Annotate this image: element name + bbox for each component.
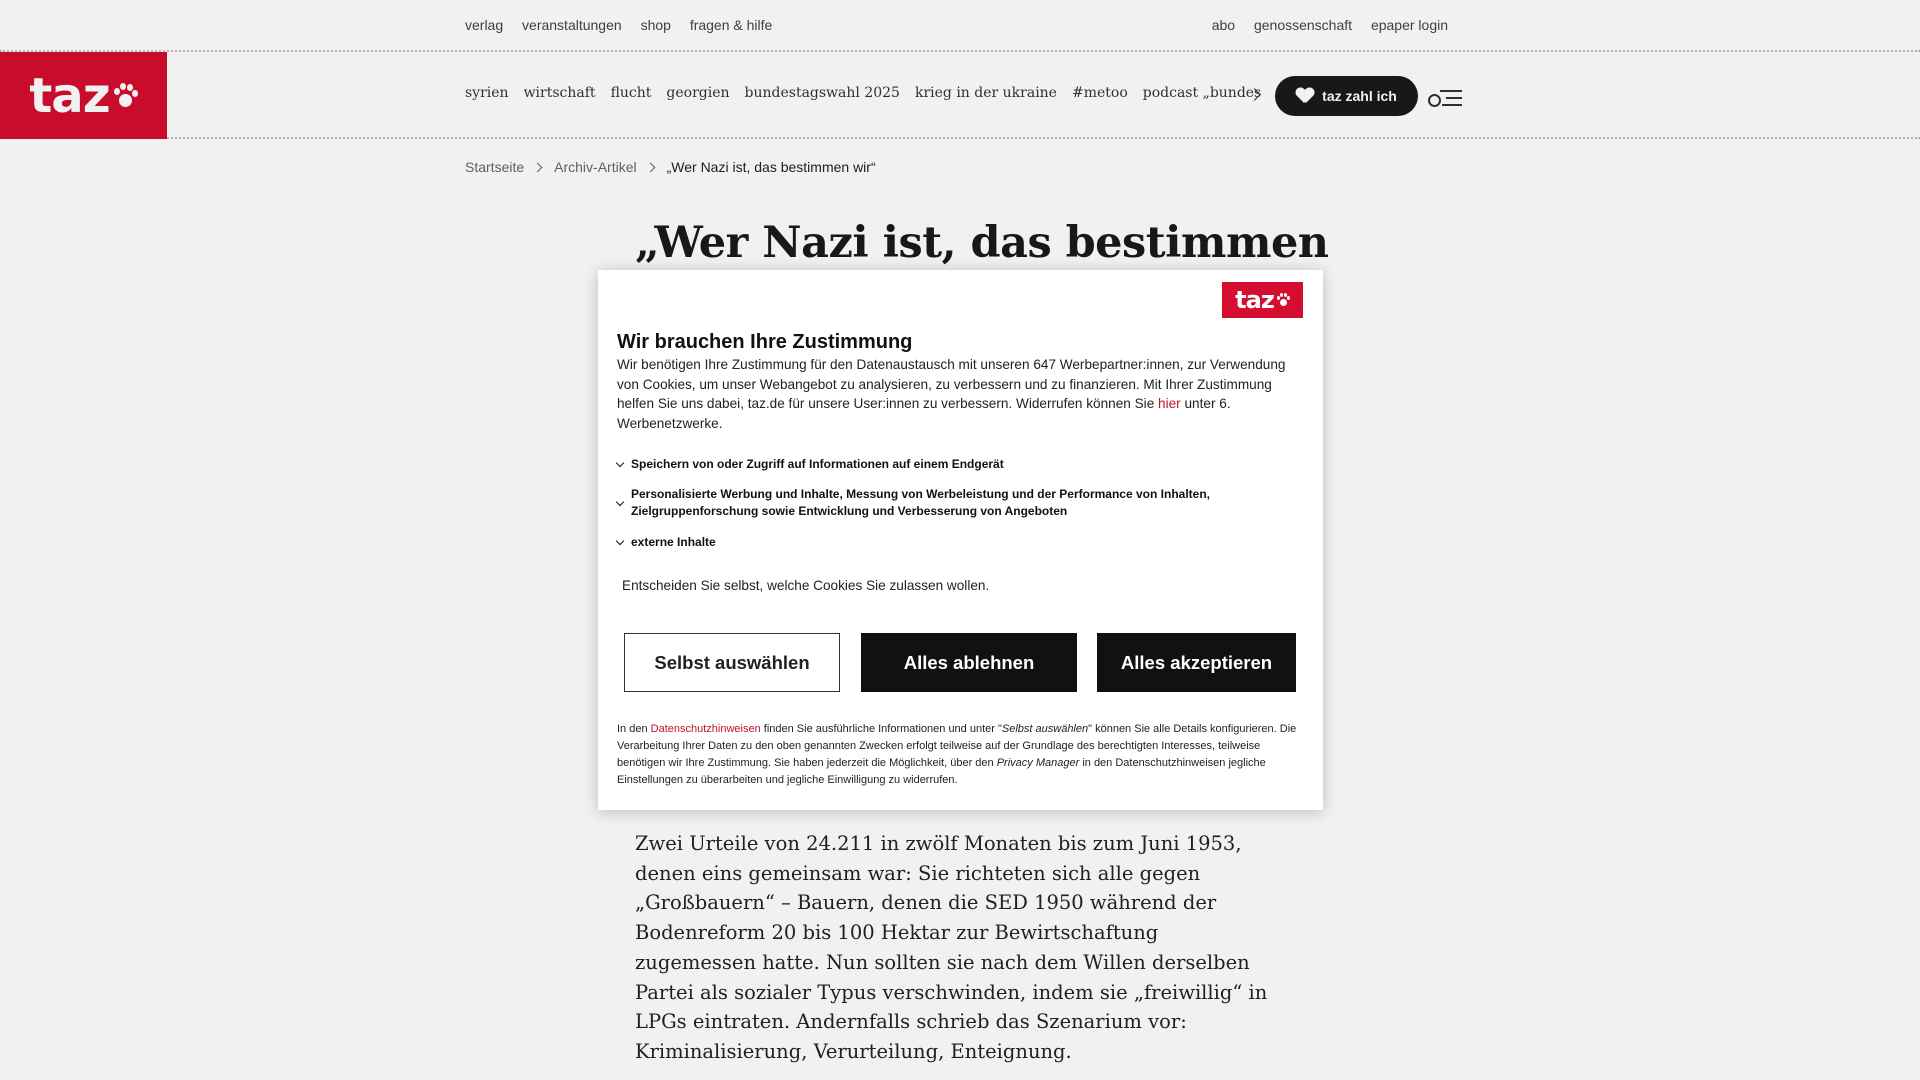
consent-taz-logo xyxy=(1222,282,1303,318)
accordion-personalised-ads[interactable]: Personalisierte Werbung und Inhalte, Messung von Werbeleistung und der Performance von Inhalten, Zielgruppenforschung sowie Entwicklung und Verbesserung von Angeboten xyxy=(617,486,1247,520)
accordion-device-storage[interactable]: Speichern von oder Zugriff auf Informationen auf einem Endgerät xyxy=(617,456,1004,473)
chevron-down-icon xyxy=(616,459,624,467)
privacy-notice-link[interactable]: Datenschutzhinweisen xyxy=(650,723,761,735)
utility-link-genossenschaft[interactable]: genossenschaft xyxy=(1253,17,1353,33)
consent-decide-text: Entscheiden Sie selbst, welche Cookies Sie zulassen wollen. xyxy=(622,578,990,593)
accordion-external-content[interactable]: externe Inhalte xyxy=(617,534,716,551)
nav-item-bundestagswahl[interactable]: bundestagswahl 2025 xyxy=(744,85,900,101)
article-paragraph: Zwei Urteile von 24.211 in zwölf Monaten bis zum Juni 1953, denen eins gemeinsam war: Sie richteten sich alle gegen „Großbauern“ – Bauern, denen die SED 1950 während der Bodenreform 20 bis 100 Hektar zur Bewirtschaftung zugemessen hatte. Nun sollten sie nach dem Willen derselben Partei als sozialer Typus verschwinden, indem sie „freiwillig“ in LPGs eintraten. Andernfalls schrieb das Szenarium vor: Kriminalisierung, Verurteilung, Enteignung. xyxy=(635,832,1268,1063)
consent-dialog xyxy=(598,270,1323,810)
select-cookies-button[interactable]: Selbst auswählen xyxy=(624,633,840,692)
nav-item-wirtschaft[interactable]: wirtschaft xyxy=(523,85,596,101)
reject-all-button[interactable]: Alles ablehnen xyxy=(861,633,1077,692)
consent-fine-print: In den Datenschutzhinweisen finden Sie ausführliche Informationen und unter "Selbst auswählen" können Sie alle Details konfigurieren. Die Verarbeitung Ihrer Daten zu den oben genannten Zwecken erfolgt teilweise auf der Grundlage des berechtigten Interesses, teilweise benötigen wir Ihre Zustimmung. Sie haben jederzeit die Möglichkeit, über den Privacy Manager in den Datenschutzhinweisen jegliche Einstellungen zu überarbeiten und jegliche Einwilligung zu widerrufen. xyxy=(617,723,1297,786)
accept-all-button[interactable]: Alles akzeptieren xyxy=(1097,633,1296,692)
utility-link-shop[interactable]: shop xyxy=(640,17,671,33)
utility-link-verlag[interactable]: verlag xyxy=(465,17,504,33)
logo-wordmark: taz xyxy=(29,67,110,124)
article-title: „Wer Nazi ist, das bestimmen xyxy=(635,218,1329,268)
breadcrumb-current: „Wer Nazi ist, das bestimmen wir“ xyxy=(666,159,876,175)
chevron-down-icon xyxy=(616,537,624,545)
breadcrumb-section[interactable]: Archiv-Artikel xyxy=(554,159,637,175)
utility-link-help[interactable]: fragen & hilfe xyxy=(689,17,773,33)
paw-icon xyxy=(1276,293,1290,307)
utility-link-epaper-login[interactable]: epaper login xyxy=(1370,17,1448,33)
revoke-here-link[interactable]: hier xyxy=(1158,396,1181,412)
chevron-down-icon xyxy=(616,497,624,505)
nav-item-syrien[interactable]: syrien xyxy=(465,85,509,101)
consent-intro: Wir benötigen Ihre Zustimmung für den Datenaustausch mit unseren 647 Werbepartner:innen, zur Verwendung von Cookies, um unser Webangebot zu analysieren, zu verbessern und zu finanzieren. Mit Ihrer Zustimmung helfen Sie uns dabei, taz.de für unsere User:innen zu verbessern. Widerrufen können Sie hier unter 6. Werbenetzwerke. xyxy=(617,357,1286,431)
nav-item-metoo[interactable]: #metoo xyxy=(1071,85,1128,101)
breadcrumb-home[interactable]: Startseite xyxy=(465,159,525,175)
consent-logo-wordmark: taz xyxy=(1235,286,1274,314)
nav-item-georgien[interactable]: georgien xyxy=(666,85,730,101)
utility-link-veranstaltungen[interactable]: veranstaltungen xyxy=(522,17,622,33)
nav-item-ukraine[interactable]: krieg in der ukraine xyxy=(914,85,1057,101)
consent-title: Wir brauchen Ihre Zustimmung xyxy=(617,331,913,353)
utility-link-abo[interactable]: abo xyxy=(1211,17,1236,33)
nav-item-flucht[interactable]: flucht xyxy=(610,85,652,101)
taz-zahl-ich-label: taz zahl ich xyxy=(1322,88,1397,104)
nav-item-podcast[interactable]: podcast „bundes xyxy=(1142,85,1262,101)
